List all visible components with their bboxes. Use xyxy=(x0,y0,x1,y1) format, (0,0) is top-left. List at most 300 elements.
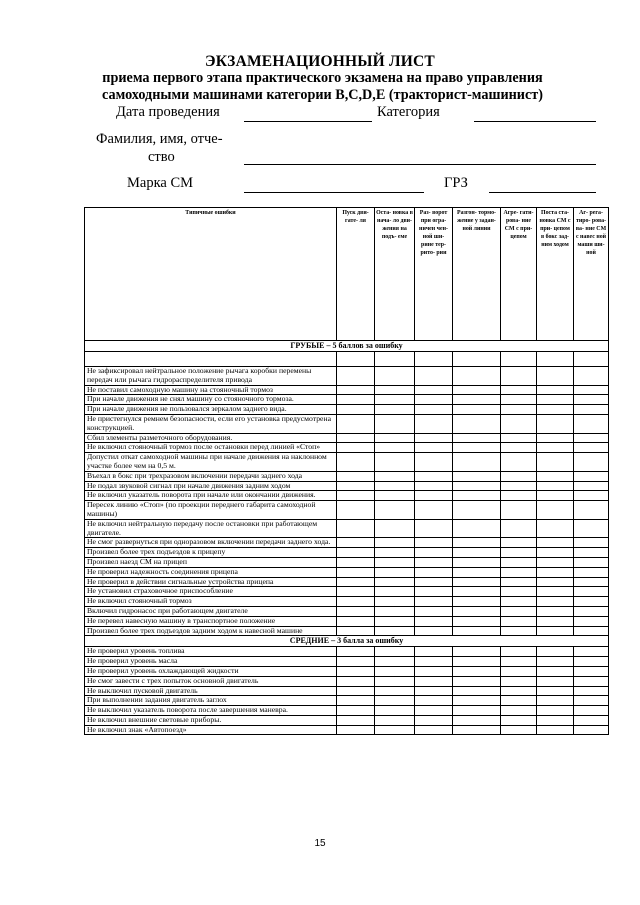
score-cell[interactable] xyxy=(574,491,609,501)
table-row xyxy=(85,501,609,520)
score-cell[interactable] xyxy=(453,453,501,472)
score-cell[interactable] xyxy=(375,657,415,667)
table-row xyxy=(85,715,609,725)
score-cell[interactable] xyxy=(415,367,453,386)
score-cell[interactable] xyxy=(501,405,537,415)
score-cell[interactable] xyxy=(501,696,537,706)
score-cell[interactable] xyxy=(537,696,574,706)
score-cell[interactable] xyxy=(415,352,453,367)
score-cell[interactable] xyxy=(375,715,415,725)
score-cell[interactable] xyxy=(453,696,501,706)
score-cell[interactable] xyxy=(501,548,537,558)
score-cell[interactable] xyxy=(337,567,375,577)
score-cell[interactable] xyxy=(415,567,453,577)
score-cell[interactable] xyxy=(453,666,501,676)
score-cell[interactable] xyxy=(337,471,375,481)
score-cell[interactable] xyxy=(537,587,574,597)
score-cell[interactable] xyxy=(337,395,375,405)
score-cell[interactable] xyxy=(453,725,501,735)
table-row xyxy=(85,577,609,587)
error-description: Не проверил в действии сигнальные устройства прицепа xyxy=(85,577,337,587)
score-cell[interactable] xyxy=(574,453,609,472)
score-cell[interactable] xyxy=(453,587,501,597)
score-cell[interactable] xyxy=(415,538,453,548)
error-description: Включил гидронасос при работающем двигателе xyxy=(85,606,337,616)
score-cell[interactable] xyxy=(337,453,375,472)
score-cell[interactable] xyxy=(375,557,415,567)
score-cell[interactable] xyxy=(574,548,609,558)
score-cell[interactable] xyxy=(375,706,415,716)
error-description: Не включил нейтральную передачу после остановки при работающем двигателе. xyxy=(85,519,337,538)
error-description: Не включил знак «Автопоезд» xyxy=(85,725,337,735)
score-cell[interactable] xyxy=(375,725,415,735)
score-cell[interactable] xyxy=(537,352,574,367)
score-cell[interactable] xyxy=(574,725,609,735)
score-cell[interactable] xyxy=(415,548,453,558)
grz-line[interactable] xyxy=(489,192,596,193)
category-label: Категория xyxy=(377,104,440,120)
score-cell[interactable] xyxy=(453,577,501,587)
score-cell[interactable] xyxy=(415,481,453,491)
score-cell[interactable] xyxy=(337,501,375,520)
score-cell[interactable] xyxy=(375,405,415,415)
score-cell[interactable] xyxy=(574,471,609,481)
score-cell[interactable] xyxy=(501,433,537,443)
error-description: Не смог завести с трех попыток основной двигатель xyxy=(85,676,337,686)
score-cell[interactable] xyxy=(375,647,415,657)
score-cell[interactable] xyxy=(415,686,453,696)
score-cell[interactable] xyxy=(375,686,415,696)
table-row xyxy=(85,597,609,607)
score-cell[interactable] xyxy=(375,606,415,616)
header-accel-brake: Разгон- тормо- жение у задан- ной линии xyxy=(453,208,501,341)
score-cell[interactable] xyxy=(501,706,537,716)
score-cell[interactable] xyxy=(337,414,375,433)
error-description: Произвел наезд СМ на прицеп xyxy=(85,557,337,567)
score-cell[interactable] xyxy=(375,471,415,481)
score-cell[interactable] xyxy=(415,501,453,520)
score-cell[interactable] xyxy=(375,666,415,676)
score-cell[interactable] xyxy=(453,433,501,443)
score-cell[interactable] xyxy=(375,443,415,453)
score-cell[interactable] xyxy=(537,676,574,686)
error-description: Не проверил уровень топлива xyxy=(85,647,337,657)
score-cell[interactable] xyxy=(501,567,537,577)
table-row xyxy=(85,548,609,558)
header-engine-start: Пуск дви- гате- ля xyxy=(337,208,375,341)
score-cell[interactable] xyxy=(574,385,609,395)
error-description: Не включил стояночный тормоз после остановки перед линией «Стоп» xyxy=(85,443,337,453)
score-cell[interactable] xyxy=(574,519,609,538)
score-cell[interactable] xyxy=(574,696,609,706)
score-cell[interactable] xyxy=(415,606,453,616)
header-limited-turn: Раз- ворот при огра- ничен чен- ной ши- рине тер- рито- рии xyxy=(415,208,453,341)
score-cell[interactable] xyxy=(375,414,415,433)
score-cell[interactable] xyxy=(453,395,501,405)
score-cell[interactable] xyxy=(453,597,501,607)
score-cell[interactable] xyxy=(453,443,501,453)
score-cell[interactable] xyxy=(537,491,574,501)
score-cell[interactable] xyxy=(337,626,375,636)
section-header: ГРУБЫЕ – 5 баллов за ошибку xyxy=(85,341,609,352)
score-cell[interactable] xyxy=(375,577,415,587)
score-cell[interactable] xyxy=(574,538,609,548)
score-cell[interactable] xyxy=(453,567,501,577)
score-cell[interactable] xyxy=(574,433,609,443)
score-cell[interactable] xyxy=(415,453,453,472)
score-cell[interactable] xyxy=(501,443,537,453)
score-cell[interactable] xyxy=(337,616,375,626)
score-cell[interactable] xyxy=(337,706,375,716)
score-cell[interactable] xyxy=(453,414,501,433)
score-cell[interactable] xyxy=(537,548,574,558)
score-cell[interactable] xyxy=(501,577,537,587)
grz-label: ГРЗ xyxy=(444,175,468,191)
error-description: Допустил откат самоходной машины при начале движения на наклонном участке более чем на 0,5 м. xyxy=(85,453,337,472)
score-cell[interactable] xyxy=(537,395,574,405)
score-cell[interactable] xyxy=(574,367,609,386)
score-cell[interactable] xyxy=(453,706,501,716)
score-cell[interactable] xyxy=(453,548,501,558)
score-cell[interactable] xyxy=(375,453,415,472)
error-description: Не проверил надежность соединения прицепа xyxy=(85,567,337,577)
table-row xyxy=(85,414,609,433)
score-cell[interactable] xyxy=(337,548,375,558)
document-title: ЭКЗАМЕНАЦИОННЫЙ ЛИСТ xyxy=(205,53,435,70)
score-cell[interactable] xyxy=(415,616,453,626)
score-cell[interactable] xyxy=(337,647,375,657)
score-cell[interactable] xyxy=(375,395,415,405)
score-cell[interactable] xyxy=(453,471,501,481)
error-description: Не поставил самоходную машину на стояночный тормоз xyxy=(85,385,337,395)
score-cell[interactable] xyxy=(574,567,609,577)
score-cell[interactable] xyxy=(501,453,537,472)
score-cell[interactable] xyxy=(501,519,537,538)
score-cell[interactable] xyxy=(415,577,453,587)
score-cell[interactable] xyxy=(337,587,375,597)
score-cell[interactable] xyxy=(574,587,609,597)
table-row xyxy=(85,385,609,395)
score-cell[interactable] xyxy=(453,481,501,491)
score-cell[interactable] xyxy=(574,676,609,686)
score-cell[interactable] xyxy=(537,471,574,481)
score-cell[interactable] xyxy=(574,501,609,520)
score-cell[interactable] xyxy=(574,606,609,616)
score-cell[interactable] xyxy=(574,597,609,607)
section-row xyxy=(85,341,609,352)
score-cell[interactable] xyxy=(537,567,574,577)
score-cell[interactable] xyxy=(415,706,453,716)
score-cell[interactable] xyxy=(501,616,537,626)
score-cell[interactable] xyxy=(453,676,501,686)
score-cell[interactable] xyxy=(375,433,415,443)
score-cell[interactable] xyxy=(501,367,537,386)
header-trailer-box: Поста ста- новка СМ с при- цепом в бокс зад- ним ходом xyxy=(537,208,574,341)
score-cell[interactable] xyxy=(337,405,375,415)
score-cell[interactable] xyxy=(574,352,609,367)
score-cell[interactable] xyxy=(501,587,537,597)
score-cell[interactable] xyxy=(415,519,453,538)
score-cell[interactable] xyxy=(537,433,574,443)
score-cell[interactable] xyxy=(453,715,501,725)
brand-label: Марка СМ xyxy=(127,175,194,191)
score-cell[interactable] xyxy=(453,405,501,415)
score-cell[interactable] xyxy=(415,405,453,415)
table-row xyxy=(85,706,609,716)
error-description: При выполнении задания двигатель заглох xyxy=(85,696,337,706)
score-cell[interactable] xyxy=(453,385,501,395)
score-cell[interactable] xyxy=(375,567,415,577)
name-line[interactable] xyxy=(244,164,596,165)
score-cell[interactable] xyxy=(537,453,574,472)
table-row xyxy=(85,686,609,696)
score-cell[interactable] xyxy=(375,548,415,558)
score-cell[interactable] xyxy=(415,696,453,706)
score-cell[interactable] xyxy=(337,433,375,443)
error-description: Не установил страховочное приспособление xyxy=(85,587,337,597)
score-cell[interactable] xyxy=(375,587,415,597)
score-cell[interactable] xyxy=(337,725,375,735)
score-cell[interactable] xyxy=(501,557,537,567)
table-row xyxy=(85,491,609,501)
score-cell[interactable] xyxy=(415,443,453,453)
score-cell[interactable] xyxy=(337,557,375,567)
score-cell[interactable] xyxy=(453,501,501,520)
score-cell[interactable] xyxy=(415,597,453,607)
score-cell[interactable] xyxy=(537,481,574,491)
score-cell[interactable] xyxy=(574,405,609,415)
score-cell[interactable] xyxy=(537,367,574,386)
error-description: Не смог развернуться при одноразовом включении передачи заднего хода. xyxy=(85,538,337,548)
score-cell[interactable] xyxy=(574,657,609,667)
brand-line[interactable] xyxy=(244,192,424,193)
score-cell[interactable] xyxy=(453,491,501,501)
score-cell[interactable] xyxy=(415,557,453,567)
score-cell[interactable] xyxy=(337,538,375,548)
score-cell[interactable] xyxy=(415,385,453,395)
score-cell[interactable] xyxy=(337,657,375,667)
score-cell[interactable] xyxy=(537,706,574,716)
score-cell[interactable] xyxy=(453,557,501,567)
score-cell[interactable] xyxy=(501,676,537,686)
score-cell[interactable] xyxy=(453,686,501,696)
score-cell[interactable] xyxy=(574,577,609,587)
score-cell[interactable] xyxy=(574,414,609,433)
score-cell[interactable] xyxy=(537,501,574,520)
score-cell[interactable] xyxy=(537,626,574,636)
score-cell[interactable] xyxy=(574,666,609,676)
score-cell[interactable] xyxy=(501,491,537,501)
score-cell[interactable] xyxy=(337,577,375,587)
table-row xyxy=(85,481,609,491)
score-cell[interactable] xyxy=(453,538,501,548)
score-cell[interactable] xyxy=(415,657,453,667)
score-cell[interactable] xyxy=(415,395,453,405)
table-row xyxy=(85,395,609,405)
score-cell[interactable] xyxy=(537,405,574,415)
score-cell[interactable] xyxy=(375,367,415,386)
score-cell[interactable] xyxy=(501,414,537,433)
score-cell[interactable] xyxy=(501,385,537,395)
score-cell[interactable] xyxy=(537,715,574,725)
score-cell[interactable] xyxy=(501,686,537,696)
score-cell[interactable] xyxy=(537,647,574,657)
error-description: Произвел более трех подъездов задним ходом к навесной машине xyxy=(85,626,337,636)
table-row xyxy=(85,367,609,386)
score-cell[interactable] xyxy=(415,666,453,676)
score-cell[interactable] xyxy=(375,481,415,491)
score-cell[interactable] xyxy=(537,666,574,676)
error-description: При начале движения не снял машину со стояночного тормоза. xyxy=(85,395,337,405)
errors-table xyxy=(84,207,609,735)
error-description: При начале движения не пользовался зеркалом заднего вида. xyxy=(85,405,337,415)
score-cell[interactable] xyxy=(501,657,537,667)
score-cell[interactable] xyxy=(574,616,609,626)
error-description: Сбил элементы разметочного оборудования. xyxy=(85,433,337,443)
score-cell[interactable] xyxy=(574,686,609,696)
error-description: Не подал звуковой сигнал при начале движения задним ходом xyxy=(85,481,337,491)
score-cell[interactable] xyxy=(375,385,415,395)
score-cell[interactable] xyxy=(537,557,574,567)
score-cell[interactable] xyxy=(453,606,501,616)
score-cell[interactable] xyxy=(537,443,574,453)
score-cell[interactable] xyxy=(574,443,609,453)
score-cell[interactable] xyxy=(375,696,415,706)
score-cell[interactable] xyxy=(375,616,415,626)
table-row xyxy=(85,725,609,735)
error-description: Не пристегнулся ремнем безопасности, если его установка предусмотрена конструкцией. xyxy=(85,414,337,433)
score-cell[interactable] xyxy=(537,385,574,395)
score-cell[interactable] xyxy=(453,352,501,367)
score-cell[interactable] xyxy=(337,385,375,395)
score-cell[interactable] xyxy=(574,557,609,567)
score-cell[interactable] xyxy=(501,481,537,491)
score-cell[interactable] xyxy=(501,725,537,735)
table-row xyxy=(85,538,609,548)
table-row xyxy=(85,696,609,706)
score-cell[interactable] xyxy=(453,626,501,636)
score-cell[interactable] xyxy=(537,606,574,616)
score-cell[interactable] xyxy=(337,606,375,616)
score-cell[interactable] xyxy=(415,626,453,636)
score-cell[interactable] xyxy=(501,626,537,636)
document-subtitle: приема первого этапа практического экзамена на право управления самоходными машинами категории B,C,D,E (тракторист-машинист) xyxy=(102,70,543,103)
score-cell[interactable] xyxy=(537,616,574,626)
score-cell[interactable] xyxy=(453,616,501,626)
score-cell[interactable] xyxy=(537,577,574,587)
score-cell[interactable] xyxy=(537,538,574,548)
score-cell[interactable] xyxy=(415,647,453,657)
table-row xyxy=(85,519,609,538)
score-cell[interactable] xyxy=(415,433,453,443)
error-description: Не проверил уровень масла xyxy=(85,657,337,667)
score-cell[interactable] xyxy=(574,395,609,405)
score-cell[interactable] xyxy=(375,501,415,520)
score-cell[interactable] xyxy=(501,395,537,405)
score-cell[interactable] xyxy=(337,519,375,538)
score-cell[interactable] xyxy=(337,352,375,367)
table-row xyxy=(85,676,609,686)
score-cell[interactable] xyxy=(375,538,415,548)
header-errors: Типичные ошибки xyxy=(85,208,337,341)
score-cell[interactable] xyxy=(337,481,375,491)
score-cell[interactable] xyxy=(501,538,537,548)
score-cell[interactable] xyxy=(501,501,537,520)
score-cell[interactable] xyxy=(375,597,415,607)
score-cell[interactable] xyxy=(415,491,453,501)
score-cell[interactable] xyxy=(337,597,375,607)
score-cell[interactable] xyxy=(375,352,415,367)
score-cell[interactable] xyxy=(415,715,453,725)
header-trailer-hitch: Агре- гати- рова- ние СМ с при- цепом xyxy=(501,208,537,341)
section-header: СРЕДНИЕ – 3 балла за ошибку xyxy=(85,636,609,647)
score-cell[interactable] xyxy=(337,686,375,696)
score-cell[interactable] xyxy=(337,367,375,386)
score-cell[interactable] xyxy=(415,725,453,735)
score-cell[interactable] xyxy=(337,676,375,686)
table-row xyxy=(85,471,609,481)
score-cell[interactable] xyxy=(574,647,609,657)
score-cell[interactable] xyxy=(375,519,415,538)
score-cell[interactable] xyxy=(537,597,574,607)
error-description: Не выключил пусковой двигатель xyxy=(85,686,337,696)
score-cell[interactable] xyxy=(453,657,501,667)
score-cell[interactable] xyxy=(537,519,574,538)
score-cell[interactable] xyxy=(537,657,574,667)
score-cell[interactable] xyxy=(537,725,574,735)
date-line[interactable] xyxy=(244,121,372,122)
score-cell[interactable] xyxy=(501,715,537,725)
score-cell[interactable] xyxy=(453,647,501,657)
score-cell[interactable] xyxy=(574,481,609,491)
score-cell[interactable] xyxy=(501,597,537,607)
error-description: Не включил стояночный тормоз xyxy=(85,597,337,607)
blank-cell xyxy=(85,352,337,367)
category-line[interactable] xyxy=(474,121,596,122)
score-cell[interactable] xyxy=(501,471,537,481)
score-cell[interactable] xyxy=(501,666,537,676)
score-cell[interactable] xyxy=(337,696,375,706)
page-number: 15 xyxy=(314,838,326,849)
score-cell[interactable] xyxy=(375,626,415,636)
score-cell[interactable] xyxy=(337,443,375,453)
score-cell[interactable] xyxy=(537,414,574,433)
score-cell[interactable] xyxy=(337,666,375,676)
score-cell[interactable] xyxy=(415,414,453,433)
score-cell[interactable] xyxy=(501,647,537,657)
score-cell[interactable] xyxy=(453,367,501,386)
score-cell[interactable] xyxy=(574,715,609,725)
score-cell[interactable] xyxy=(415,676,453,686)
score-cell[interactable] xyxy=(537,686,574,696)
score-cell[interactable] xyxy=(375,491,415,501)
score-cell[interactable] xyxy=(501,606,537,616)
score-cell[interactable] xyxy=(415,471,453,481)
score-cell[interactable] xyxy=(453,519,501,538)
table-row xyxy=(85,567,609,577)
error-description: Пересек линию «Стоп» (по проекции переднего габарита самоходной машины) xyxy=(85,501,337,520)
score-cell[interactable] xyxy=(415,587,453,597)
table-header-row xyxy=(85,208,609,341)
score-cell[interactable] xyxy=(337,715,375,725)
score-cell[interactable] xyxy=(501,352,537,367)
score-cell[interactable] xyxy=(375,676,415,686)
score-cell[interactable] xyxy=(337,491,375,501)
error-description: Не выключил указатель поворота после завершения маневра. xyxy=(85,706,337,716)
score-cell[interactable] xyxy=(574,706,609,716)
table-row xyxy=(85,587,609,597)
score-cell[interactable] xyxy=(574,626,609,636)
